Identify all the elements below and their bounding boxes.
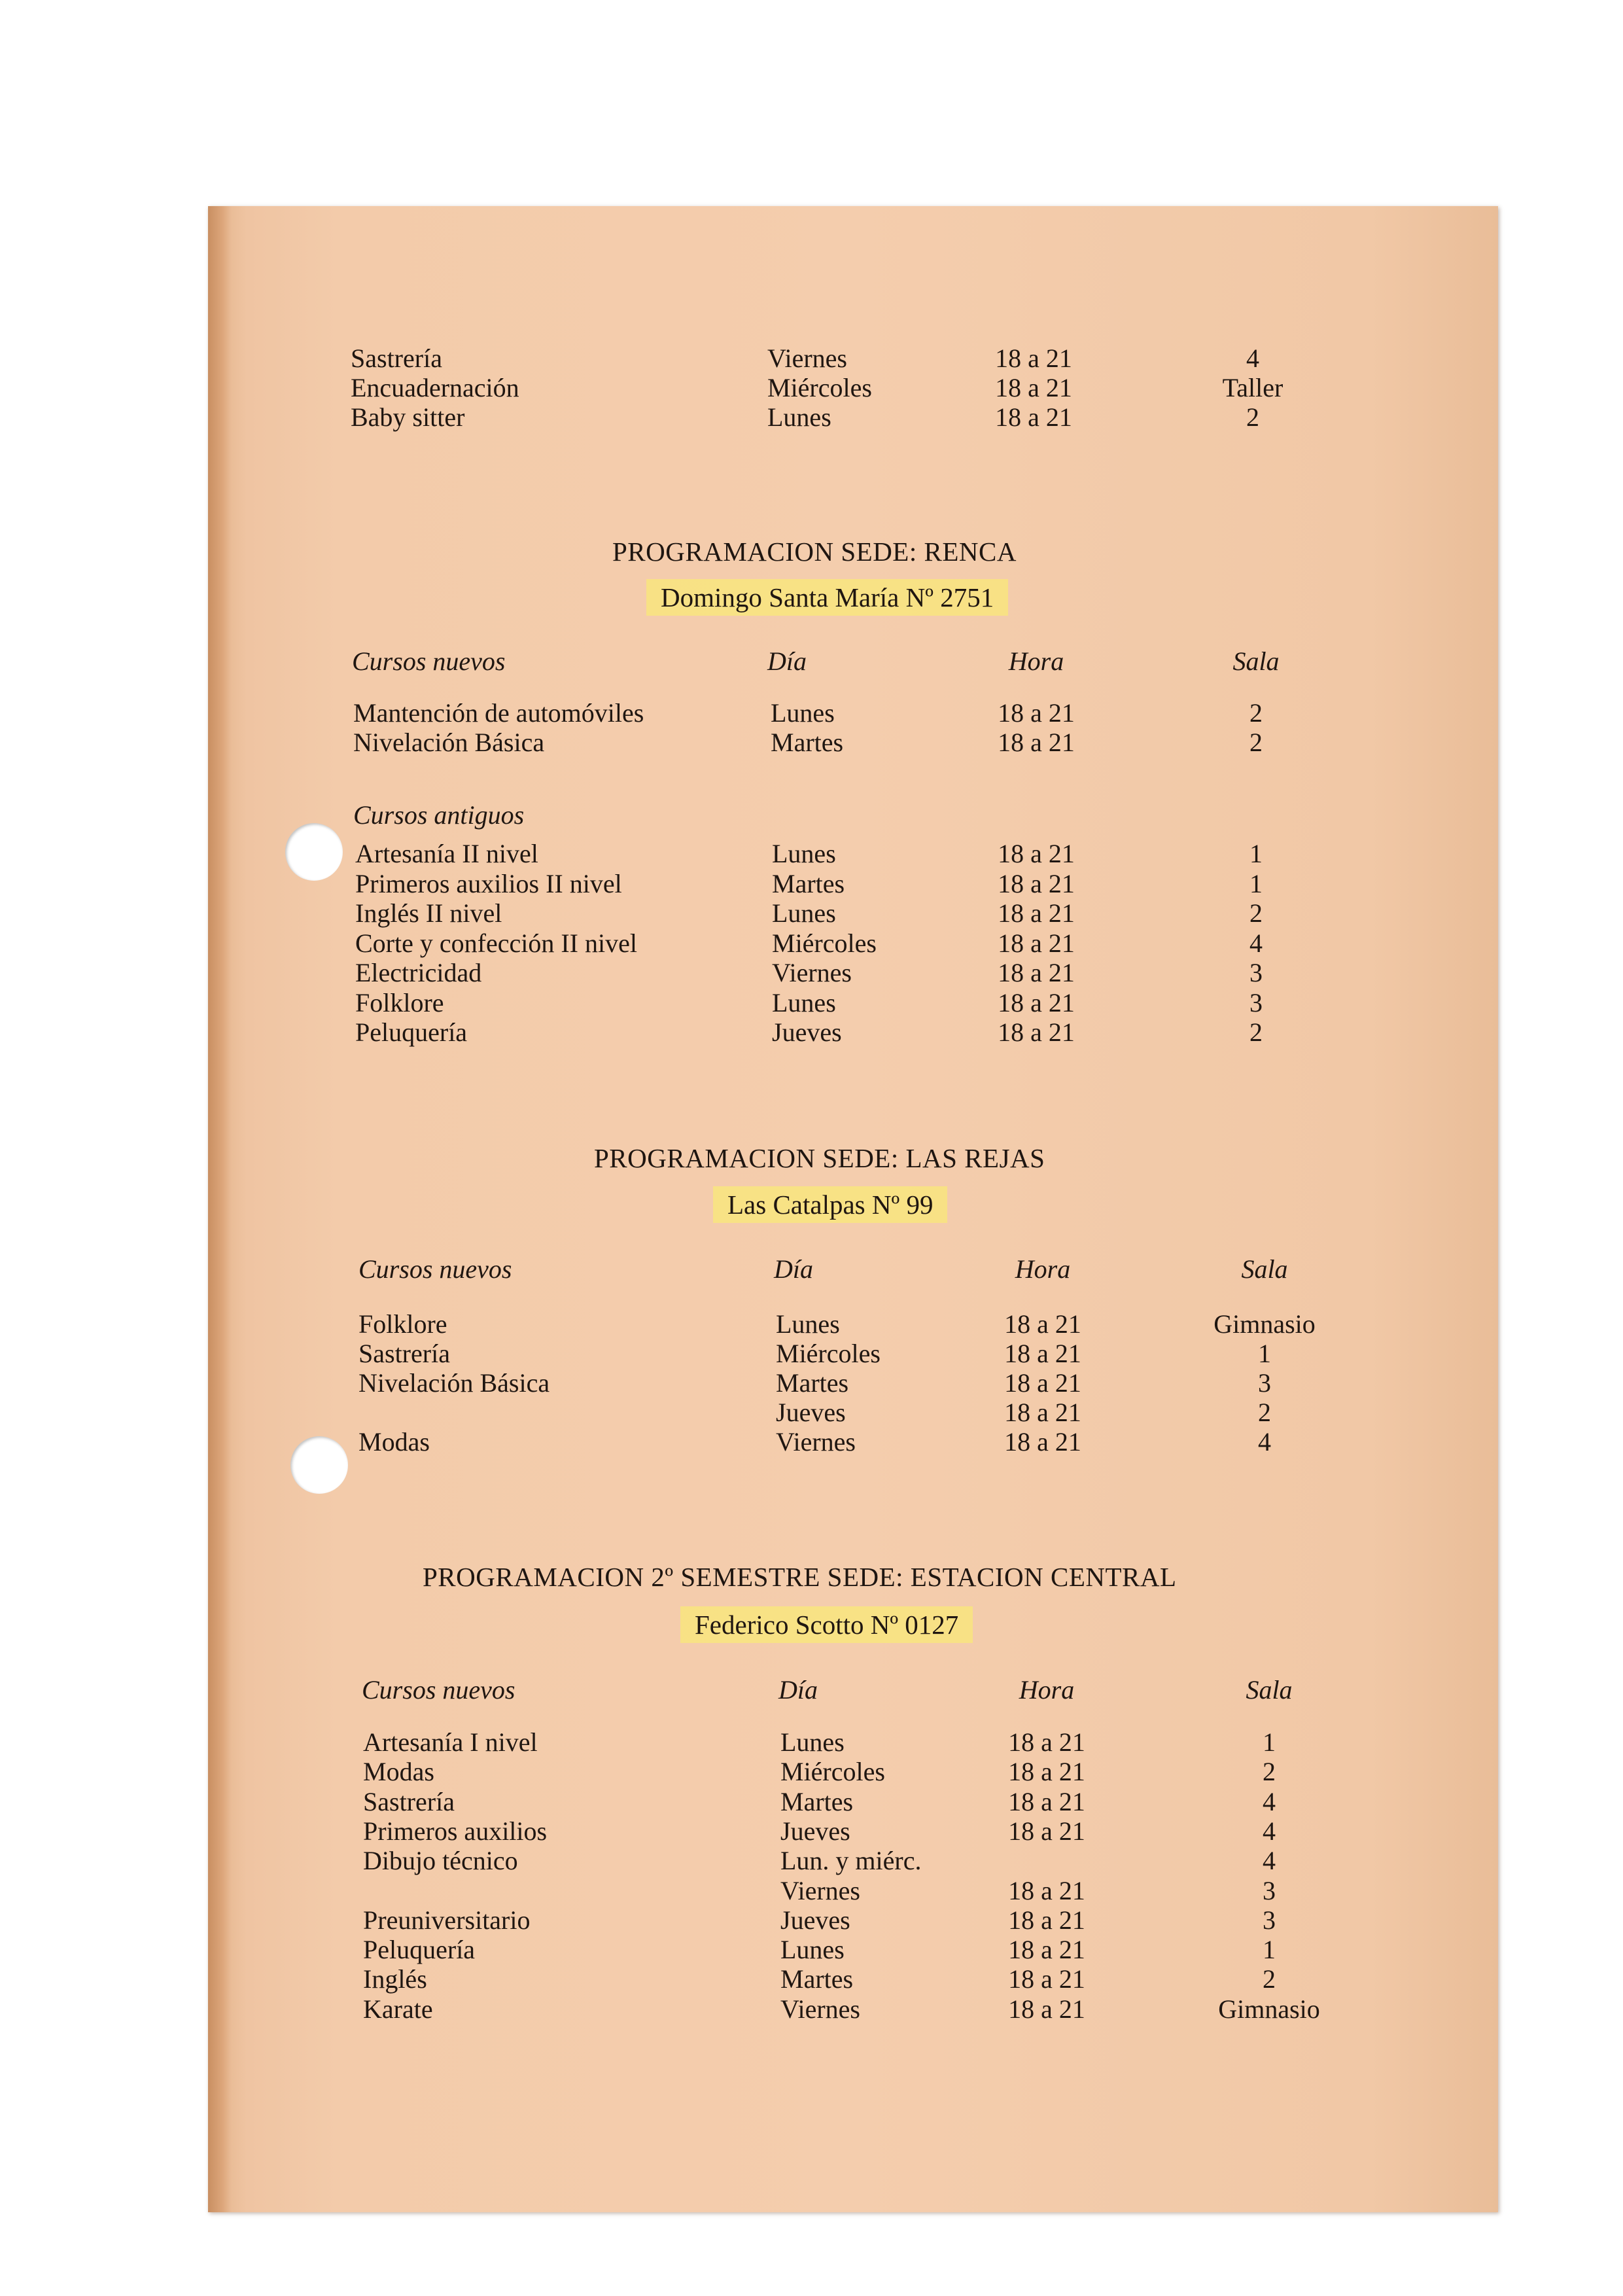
course-name: Encuadernación — [351, 373, 519, 402]
course-hours: 18 a 21 — [1008, 1757, 1085, 1787]
course-hours: 18 a 21 — [1008, 1816, 1085, 1846]
course-day: Martes — [771, 728, 844, 757]
course-room: 3 — [1263, 1905, 1276, 1935]
course-room: Gimnasio — [1213, 1309, 1316, 1339]
course-name: Sastrería — [358, 1339, 450, 1368]
header-cursos-nuevos: Cursos nuevos — [352, 646, 506, 676]
course-hours: 18 a 21 — [998, 839, 1075, 868]
course-hours: 18 a 21 — [1004, 1427, 1081, 1457]
header-sala: Sala — [1232, 646, 1280, 676]
table-row — [208, 928, 1498, 959]
course-room: 1 — [1249, 868, 1263, 898]
course-name: Inglés — [363, 1964, 427, 1994]
course-day: Martes — [772, 868, 845, 898]
course-hours: 18 a 21 — [998, 728, 1075, 757]
course-hours: 18 a 21 — [998, 698, 1075, 728]
course-name: Preuniversitario — [363, 1905, 531, 1935]
table-row — [208, 344, 1498, 374]
table-row — [208, 1368, 1498, 1398]
course-room: 2 — [1246, 402, 1259, 432]
course-day: Lunes — [776, 1309, 840, 1339]
course-hours: 18 a 21 — [1008, 1994, 1085, 2024]
section-title-estacion-central: PROGRAMACION 2º SEMESTRE SEDE: ESTACION CENTRAL — [423, 1562, 1177, 1592]
header-dia: Día — [778, 1675, 818, 1704]
header-cursos-nuevos: Cursos nuevos — [358, 1254, 512, 1284]
course-day: Miércoles — [772, 928, 877, 958]
course-hours: 18 a 21 — [998, 958, 1075, 987]
course-room: 3 — [1249, 958, 1263, 987]
course-name: Folklore — [358, 1309, 447, 1339]
table-row — [208, 869, 1498, 899]
table-row — [208, 1876, 1498, 1906]
table-row — [208, 373, 1498, 403]
course-name: Dibujo técnico — [363, 1846, 518, 1876]
course-name: Peluquería — [355, 1017, 468, 1047]
course-room: 4 — [1263, 1846, 1276, 1876]
header-hora: Hora — [1019, 1675, 1075, 1704]
course-day: Lunes — [780, 1727, 845, 1757]
table-row — [208, 698, 1498, 728]
course-room: 4 — [1249, 928, 1263, 958]
course-day: Jueves — [772, 1017, 842, 1047]
course-hours: 18 a 21 — [995, 344, 1072, 373]
course-hours: 18 a 21 — [998, 1017, 1075, 1047]
course-name: Nivelación Básica — [353, 728, 545, 757]
course-day: Lun. y miérc. — [780, 1846, 922, 1876]
course-room: 1 — [1249, 839, 1263, 868]
course-name: Modas — [363, 1757, 434, 1787]
table-row — [208, 1964, 1498, 1994]
header-row-estacion-central — [208, 1675, 1498, 1705]
course-room: Gimnasio — [1218, 1994, 1320, 2024]
course-name: Artesanía II nivel — [355, 839, 538, 868]
course-day: Lunes — [772, 898, 836, 928]
header-hora: Hora — [1015, 1254, 1071, 1284]
course-day: Viernes — [776, 1427, 856, 1457]
table-row — [208, 839, 1498, 869]
table-row — [208, 1935, 1498, 1965]
table-row — [208, 402, 1498, 433]
course-day: Lunes — [771, 698, 835, 728]
header-dia: Día — [774, 1254, 813, 1284]
course-room: 3 — [1258, 1368, 1271, 1398]
course-hours: 18 a 21 — [998, 987, 1075, 1017]
course-day: Jueves — [776, 1398, 846, 1427]
course-room: 4 — [1263, 1786, 1276, 1816]
course-name: Sastrería — [363, 1786, 455, 1816]
course-name: Folklore — [355, 987, 444, 1017]
course-room: 4 — [1263, 1816, 1276, 1846]
course-hours: 18 a 21 — [1008, 1935, 1085, 1965]
table-row — [208, 1339, 1498, 1369]
course-name: Modas — [358, 1427, 430, 1457]
course-day: Martes — [780, 1786, 854, 1816]
header-row-renca — [208, 646, 1498, 677]
header-row-las-rejas — [208, 1254, 1498, 1284]
table-row — [208, 1816, 1498, 1846]
course-hours: 18 a 21 — [1008, 1905, 1085, 1935]
course-room: 4 — [1258, 1427, 1271, 1457]
course-name: Baby sitter — [351, 402, 465, 432]
course-day: Miércoles — [780, 1757, 885, 1787]
course-hours: 18 a 21 — [1008, 1786, 1085, 1816]
course-day: Martes — [776, 1368, 849, 1398]
course-day: Jueves — [780, 1816, 850, 1846]
course-room: 1 — [1258, 1339, 1271, 1368]
table-row — [208, 1787, 1498, 1817]
table-row — [208, 1727, 1498, 1757]
course-hours: 18 a 21 — [1008, 1964, 1085, 1994]
course-day: Viernes — [772, 958, 852, 987]
table-row — [208, 958, 1498, 988]
course-room: 2 — [1263, 1964, 1276, 1994]
table-row — [208, 1017, 1498, 1048]
course-room: 3 — [1263, 1875, 1276, 1905]
course-name: Inglés II nivel — [355, 898, 502, 928]
document-content — [208, 206, 1498, 2212]
address-estacion-central: Federico Scotto Nº 0127 — [680, 1606, 973, 1643]
section-title-las-rejas: PROGRAMACION SEDE: LAS REJAS — [594, 1143, 1045, 1173]
course-hours: 18 a 21 — [998, 928, 1075, 958]
header-sala: Sala — [1241, 1254, 1288, 1284]
course-day: Miércoles — [767, 373, 872, 402]
course-room: 2 — [1249, 698, 1263, 728]
table-row — [208, 1846, 1498, 1876]
course-day: Miércoles — [776, 1339, 881, 1368]
section-title-renca: PROGRAMACION SEDE: RENCA — [612, 537, 1017, 567]
address-las-rejas: Las Catalpas Nº 99 — [713, 1186, 947, 1223]
course-name: Peluquería — [363, 1935, 476, 1965]
course-room: 1 — [1263, 1935, 1276, 1965]
table-row — [208, 898, 1498, 928]
course-hours: 18 a 21 — [1008, 1875, 1085, 1905]
course-hours: 18 a 21 — [1004, 1368, 1081, 1398]
course-hours: 18 a 21 — [998, 868, 1075, 898]
course-room: 2 — [1258, 1398, 1271, 1427]
table-row — [208, 1427, 1498, 1457]
course-hours: 18 a 21 — [1004, 1309, 1081, 1339]
course-name: Artesanía I nivel — [363, 1727, 538, 1757]
course-room: 4 — [1246, 344, 1259, 373]
table-row — [208, 1905, 1498, 1935]
document-page — [208, 206, 1498, 2212]
course-hours: 18 a 21 — [995, 373, 1072, 402]
course-day: Viernes — [780, 1875, 860, 1905]
course-name: Corte y confección II nivel — [355, 928, 637, 958]
table-row — [208, 728, 1498, 758]
course-hours: 18 a 21 — [995, 402, 1072, 432]
course-room: 1 — [1263, 1727, 1276, 1757]
course-name: Mantención de automóviles — [353, 698, 644, 728]
table-row — [208, 1994, 1498, 2024]
course-name: Primeros auxilios II nivel — [355, 868, 622, 898]
course-name: Electricidad — [355, 958, 482, 987]
course-room: 2 — [1249, 898, 1263, 928]
course-room: Taller — [1222, 373, 1283, 402]
course-day: Lunes — [772, 839, 836, 868]
table-row — [208, 988, 1498, 1018]
course-hours: 18 a 21 — [998, 898, 1075, 928]
table-row — [208, 1398, 1498, 1428]
course-hours: 18 a 21 — [1004, 1339, 1081, 1368]
header-dia: Día — [767, 646, 807, 676]
course-name: Nivelación Básica — [358, 1368, 550, 1398]
course-name: Karate — [363, 1994, 433, 2024]
course-day: Viernes — [780, 1994, 860, 2024]
course-day: Viernes — [767, 344, 847, 373]
course-name: Primeros auxilios — [363, 1816, 548, 1846]
course-day: Lunes — [780, 1935, 845, 1965]
table-row — [208, 1309, 1498, 1339]
course-hours: 18 a 21 — [1004, 1398, 1081, 1427]
course-day: Jueves — [780, 1905, 850, 1935]
course-room: 2 — [1249, 1017, 1263, 1047]
course-day: Martes — [780, 1964, 854, 1994]
label-cursos-antiguos: Cursos antiguos — [353, 800, 525, 830]
course-room: 3 — [1249, 987, 1263, 1017]
header-hora: Hora — [1008, 646, 1064, 676]
course-room: 2 — [1263, 1757, 1276, 1787]
address-renca: Domingo Santa María Nº 2751 — [646, 579, 1008, 616]
table-row — [208, 1757, 1498, 1787]
header-sala: Sala — [1246, 1675, 1293, 1704]
course-name: Sastrería — [351, 344, 442, 373]
course-hours: 18 a 21 — [1008, 1727, 1085, 1757]
header-cursos-nuevos: Cursos nuevos — [362, 1675, 515, 1704]
course-day: Lunes — [767, 402, 831, 432]
course-day: Lunes — [772, 987, 836, 1017]
course-room: 2 — [1249, 728, 1263, 757]
